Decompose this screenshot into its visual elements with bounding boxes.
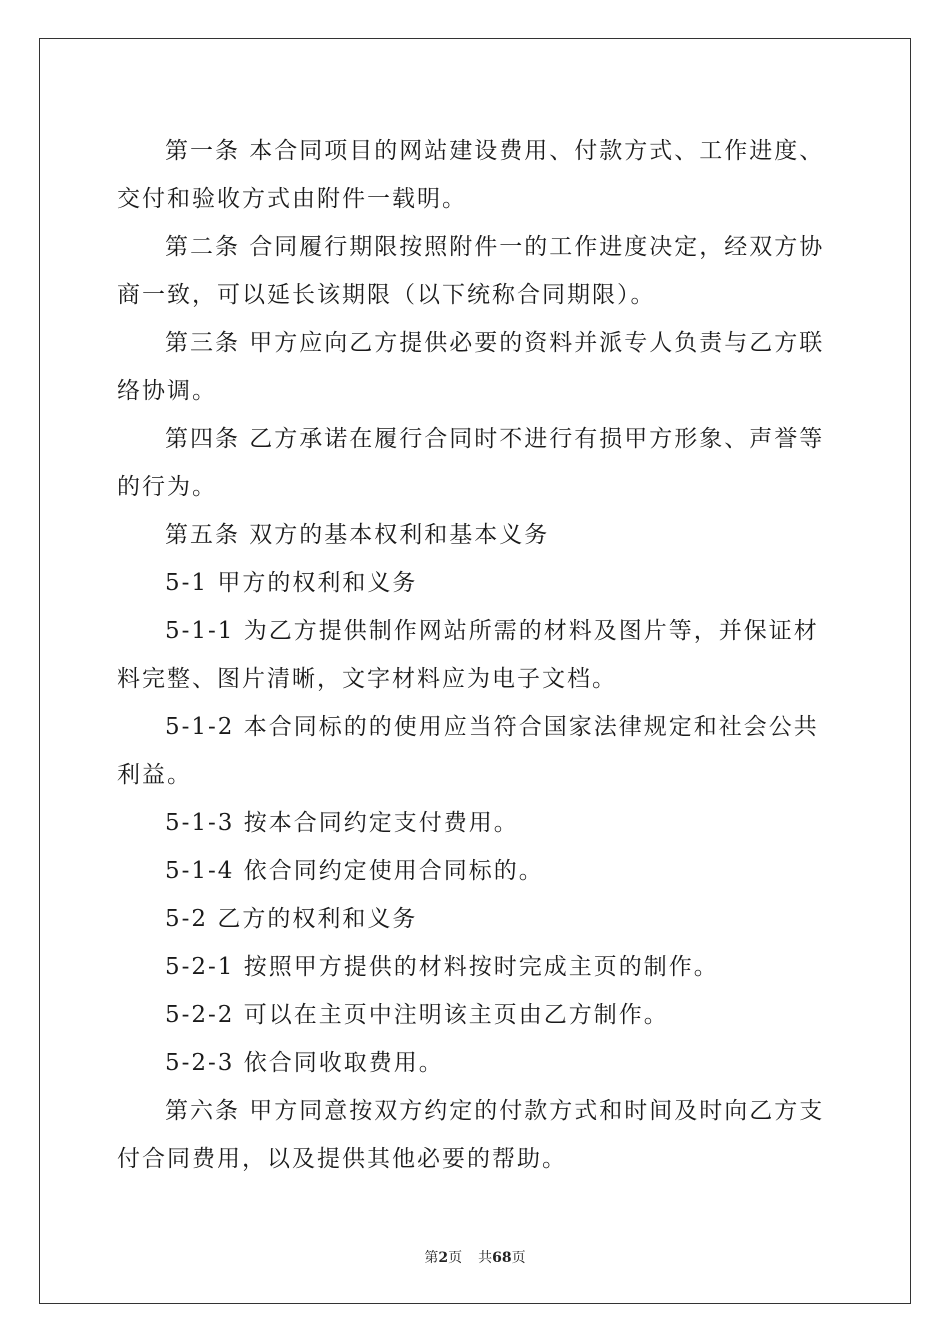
clause-5-1-2: 5-1-2 本合同标的的使用应当符合国家法律规定和社会公共利益。 xyxy=(117,714,819,788)
page-suffix: 页 xyxy=(448,1250,463,1266)
clause-5-1-3: 5-1-3 按本合同约定支付费用。 xyxy=(165,810,519,836)
total-suffix: 页 xyxy=(511,1250,526,1266)
article-4-paragraph: 第四条 乙方承诺在履行合同时不进行有损甲方形象、声誉等的行为。 xyxy=(117,426,825,500)
page-number: 2 xyxy=(438,1250,449,1266)
clause-5-2-3: 5-2-3 依合同收取费用。 xyxy=(165,1050,444,1076)
clause-5-2-heading: 5-2 乙方的权利和义务 xyxy=(165,906,418,932)
clause-5-2-1: 5-2-1 按照甲方提供的材料按时完成主页的制作。 xyxy=(165,954,719,980)
page-prefix: 第 xyxy=(424,1250,439,1266)
clause-5-1-heading: 5-1 甲方的权利和义务 xyxy=(165,570,418,596)
document-body xyxy=(117,127,842,1183)
article-2-paragraph: 第二条 合同履行期限按照附件一的工作进度决定，经双方协商一致，可以延长该期限（以下统称合同期限）。 xyxy=(117,234,825,308)
article-6-paragraph: 第六条 甲方同意按双方约定的付款方式和时间及时向乙方支付合同费用，以及提供其他必要的帮助。 xyxy=(117,1098,825,1172)
total-prefix: 共 xyxy=(478,1250,493,1266)
article-1-paragraph: 第一条 本合同项目的网站建设费用、付款方式、工作进度、交付和验收方式由附件一载明。 xyxy=(117,138,825,212)
clause-5-1-1: 5-1-1 为乙方提供制作网站所需的材料及图片等，并保证材料完整、图片清晰，文字材料应为电子文档。 xyxy=(117,618,819,692)
article-5-heading: 第五条 双方的基本权利和基本义务 xyxy=(165,522,550,548)
page-footer xyxy=(0,1247,950,1267)
article-3-paragraph: 第三条 甲方应向乙方提供必要的资料并派专人负责与乙方联络协调。 xyxy=(117,330,825,404)
total-pages: 68 xyxy=(492,1250,512,1266)
clause-5-2-2: 5-2-2 可以在主页中注明该主页由乙方制作。 xyxy=(165,1002,669,1028)
clause-5-1-4: 5-1-4 依合同约定使用合同标的。 xyxy=(165,858,544,884)
